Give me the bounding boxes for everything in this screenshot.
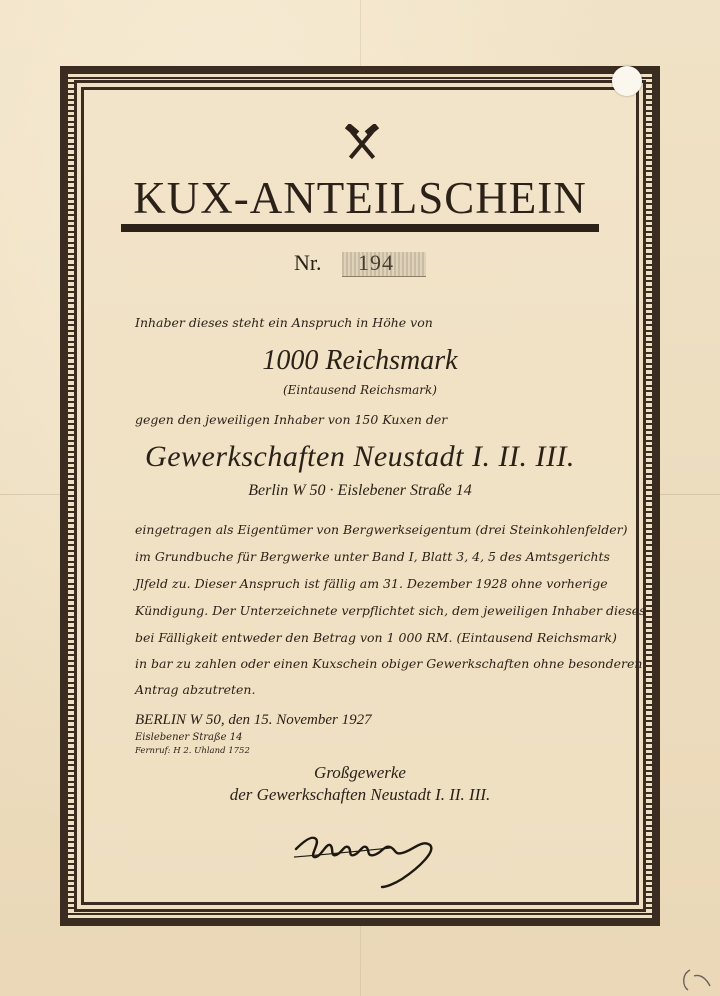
body-text-line: Kündigung. Der Unterzeichnete verpflichtet sich, dem jeweiligen Inhaber dieses bbox=[135, 603, 646, 618]
pencil-mark bbox=[676, 960, 716, 996]
body-text-line: Antrag abzutreten. bbox=[135, 682, 256, 697]
body-text-line: eingetragen als Eigentümer von Bergwerkseigentum (drei Steinkohlenfelder) bbox=[135, 522, 628, 537]
amount: 1000 Reichsmark bbox=[262, 345, 458, 376]
body-text-line: in bar zu zahlen oder einen Kuxschein obiger Gewerkschaften ohne besonderen bbox=[135, 656, 643, 671]
title-underline bbox=[121, 224, 599, 232]
company-name: Gewerkschaften Neustadt I. II. III. bbox=[145, 440, 575, 473]
signatory-title: Großgewerke bbox=[314, 763, 406, 782]
certificate-title: KUX-ANTEILSCHEIN bbox=[133, 173, 587, 223]
body-text-line: im Grundbuche für Bergwerke unter Band I, Blatt 3, 4, 5 des Amtsgerichts bbox=[135, 549, 610, 564]
issuer-street: Eislebener Straße 14 bbox=[135, 732, 243, 743]
holder-text: gegen den jeweiligen Inhaber von 150 Kuxen der bbox=[135, 412, 448, 427]
issuer-phone: Fernruf: H 2. Uhland 1752 bbox=[135, 746, 250, 756]
number-label: Nr. bbox=[294, 250, 322, 275]
body-text-line: Jlfeld zu. Dieser Anspruch ist fällig am 31. Dezember 1928 ohne vorherige bbox=[135, 576, 608, 591]
number-value: 194 bbox=[358, 250, 394, 275]
issue-place-date: BERLIN W 50, den 15. November 1927 bbox=[135, 712, 372, 728]
hammer-and-pick-icon bbox=[344, 124, 380, 164]
punch-hole bbox=[612, 66, 642, 96]
amount-words: (Eintausend Reichsmark) bbox=[282, 383, 437, 397]
body-text-line: bei Fälligkeit entweder den Betrag von 1 000 RM. (Eintausend Reichsmark) bbox=[135, 630, 617, 645]
signatory-company: der Gewerkschaften Neustadt I. II. III. bbox=[229, 785, 491, 804]
handwritten-signature bbox=[290, 815, 450, 890]
company-address: Berlin W 50 · Eislebener Straße 14 bbox=[248, 482, 472, 499]
intro-text: Inhaber dieses steht ein Anspruch in Höhe von bbox=[135, 315, 433, 330]
